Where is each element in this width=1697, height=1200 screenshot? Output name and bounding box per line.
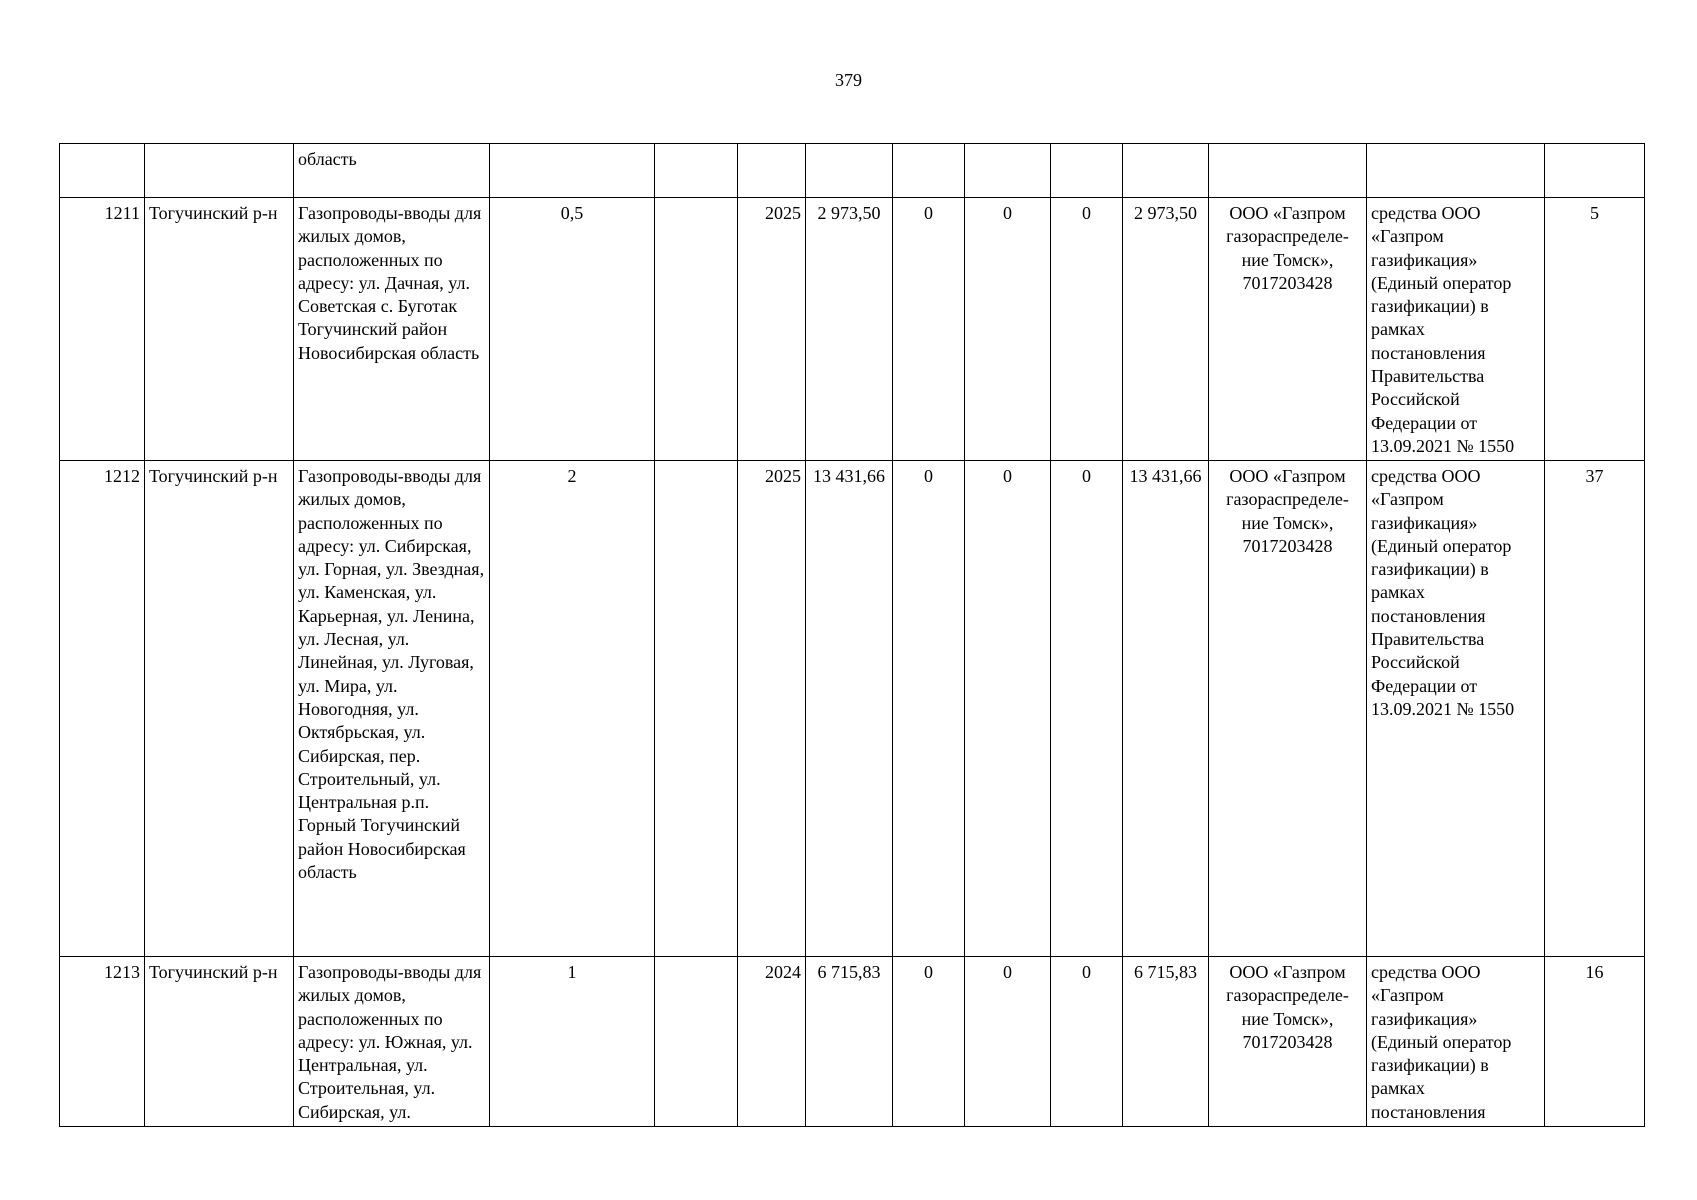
- cell-total: 13 431,66: [806, 461, 893, 957]
- cell-num: [60, 144, 145, 198]
- cell-v3: 0: [1051, 198, 1123, 461]
- cell-year: 2025: [738, 198, 806, 461]
- cell-company: ООО «Газпром газораспределе-ние Томск», 7017203428: [1209, 957, 1367, 1127]
- cell-count: [1545, 144, 1645, 198]
- cell-v2: 0: [965, 198, 1051, 461]
- cell-num: 1211: [60, 198, 145, 461]
- cell-col5: [655, 957, 738, 1127]
- table-row: [60, 461, 1645, 957]
- cell-v2: [965, 144, 1051, 198]
- cell-v3: 0: [1051, 461, 1123, 957]
- table-row: [60, 198, 1645, 461]
- cell-num: 1213: [60, 957, 145, 1127]
- cell-count: 5: [1545, 198, 1645, 461]
- cell-v4: 13 431,66: [1123, 461, 1209, 957]
- cell-v4: [1123, 144, 1209, 198]
- page-number: 379: [835, 70, 862, 90]
- cell-length: 2: [490, 461, 655, 957]
- cell-district: Тогучинский р-н: [145, 198, 294, 461]
- cell-v2: 0: [965, 957, 1051, 1127]
- cell-year: 2025: [738, 461, 806, 957]
- cell-object: область: [294, 144, 490, 198]
- gasification-table: [59, 143, 1645, 1127]
- cell-v4: 2 973,50: [1123, 198, 1209, 461]
- cell-source: [1367, 144, 1545, 198]
- cell-total: [806, 144, 893, 198]
- cell-object: Газопроводы-вводы для жилых домов, расположенных по адресу: ул. Сибирская, ул. Горная, ул. Звездная, ул. Каменская, ул. Карьерная, ул. Ленина, ул. Лесная, ул. Линейная, ул. Луговая, ул. Мира, ул. Новогодняя, ул. Октябрьская, ул. Сибирская, пер. Строительный, ул. Центральная р.п. Горный Тогучинский район Новосибирская область: [294, 461, 490, 957]
- cell-v3: 0: [1051, 957, 1123, 1127]
- cell-v3: [1051, 144, 1123, 198]
- cell-col5: [655, 198, 738, 461]
- cell-source: средства ООО «Газпром газификация» (Единый оператор газификации) в рамках постановления Правительства Российской Федерации от 13.09.2021 № 1550: [1367, 461, 1545, 957]
- cell-year: [738, 144, 806, 198]
- cell-v1: 0: [893, 461, 965, 957]
- cell-district: Тогучинский р-н: [145, 957, 294, 1127]
- cell-company: ООО «Газпром газораспределе-ние Томск», 7017203428: [1209, 461, 1367, 957]
- cell-company: ООО «Газпром газораспределе-ние Томск», 7017203428: [1209, 198, 1367, 461]
- cell-district: [145, 144, 294, 198]
- cell-col5: [655, 144, 738, 198]
- cell-length: 0,5: [490, 198, 655, 461]
- cell-company: [1209, 144, 1367, 198]
- cell-v1: [893, 144, 965, 198]
- cell-num: 1212: [60, 461, 145, 957]
- cell-object: Газопроводы-вводы для жилых домов, расположенных по адресу: ул. Дачная, ул. Советская с. Буготак Тогучинский район Новосибирская область: [294, 198, 490, 461]
- cell-total: 6 715,83: [806, 957, 893, 1127]
- cell-source: средства ООО «Газпром газификация» (Единый оператор газификации) в рамках постановления: [1367, 957, 1545, 1127]
- table-row: [60, 957, 1645, 1127]
- cell-col5: [655, 461, 738, 957]
- cell-total: 2 973,50: [806, 198, 893, 461]
- cell-length: [490, 144, 655, 198]
- cell-count: 37: [1545, 461, 1645, 957]
- cell-source: средства ООО «Газпром газификация» (Единый оператор газификации) в рамках постановления Правительства Российской Федерации от 13.09.2021 № 1550: [1367, 198, 1545, 461]
- cell-count: 16: [1545, 957, 1645, 1127]
- cell-v1: 0: [893, 957, 965, 1127]
- cell-v4: 6 715,83: [1123, 957, 1209, 1127]
- cell-year: 2024: [738, 957, 806, 1127]
- cell-v2: 0: [965, 461, 1051, 957]
- cell-length: 1: [490, 957, 655, 1127]
- cell-object: Газопроводы-вводы для жилых домов, расположенных по адресу: ул. Южная, ул. Центральная, ул. Строительная, ул. Сибирская, ул.: [294, 957, 490, 1127]
- continuation-row: [60, 144, 1645, 198]
- cell-v1: 0: [893, 198, 965, 461]
- cell-district: Тогучинский р-н: [145, 461, 294, 957]
